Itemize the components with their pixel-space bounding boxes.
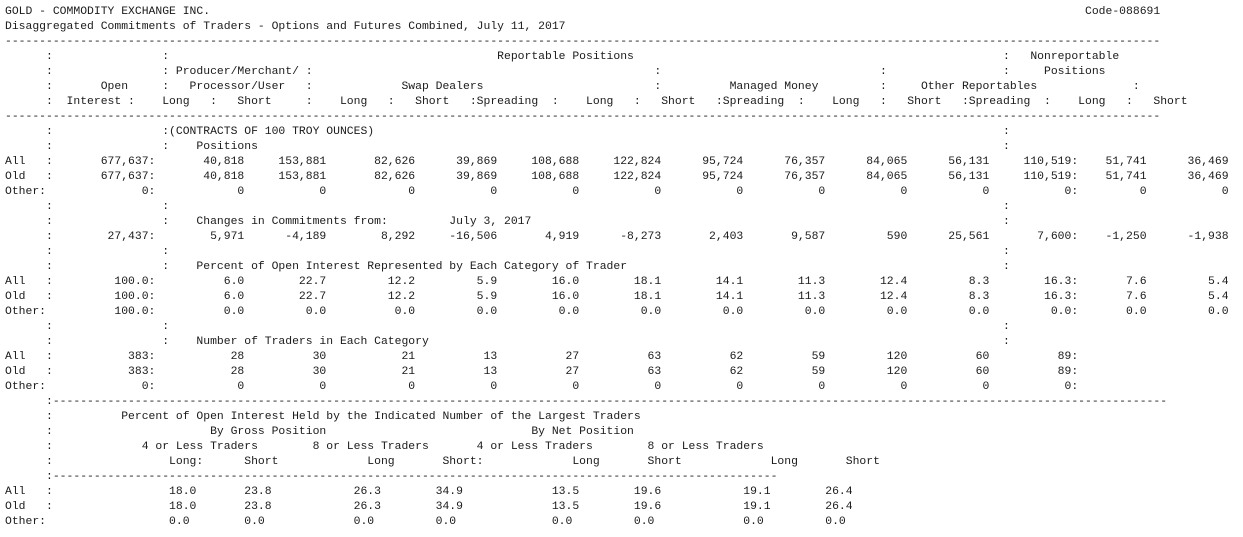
report-line: : : : — [5, 201, 1010, 213]
report-line: All : 677,637: 40,818 153,881 82,626 39,869 108,688 122,824 95,724 76,357 84,065 56,131 110,519: 51,741 36,469 — [5, 156, 1229, 168]
report-line: Old : 18.0 23.8 26.3 34.9 13.5 19.6 19.1 26.4 — [5, 501, 853, 513]
report-line: Old : 383: 28 30 21 13 27 63 62 59 120 60 89: — [5, 366, 1079, 378]
report-line: All : 383: 28 30 21 13 27 63 62 59 120 60 89: — [5, 351, 1079, 363]
report-line: Other: 0: 0 0 0 0 0 0 0 0 0 0 0: 0 0 — [5, 186, 1229, 198]
report-line: ------------------------------------------------------------------------------------------------------------------------------------------------------------------------- — [5, 36, 1161, 48]
report-line: : Long: Short Long Short: Long Short Long Short — [5, 456, 880, 468]
report-line: Old : 677,637: 40,818 153,881 82,626 39,869 108,688 122,824 95,724 76,357 84,065 56,131 110,519: 51,741 36,469 — [5, 171, 1229, 183]
report-line: :------------------------------------------------------------------------------------------------------------------------------------------------------------------- — [5, 396, 1168, 408]
report-line: : : Number of Traders in Each Category : — [5, 336, 1010, 348]
report-line: All : 18.0 23.8 26.3 34.9 13.5 19.6 19.1 26.4 — [5, 486, 853, 498]
report-line: Other: 0.0 0.0 0.0 0.0 0.0 0.0 0.0 0.0 — [5, 516, 846, 528]
report-line: Other: 100.0: 0.0 0.0 0.0 0.0 0.0 0.0 0.0 0.0 0.0 0.0 0.0: 0.0 0.0 — [5, 306, 1229, 318]
report-line: Disaggregated Commitments of Traders - Options and Futures Combined, July 11, 2017 — [5, 21, 566, 33]
report-line: : By Gross Position By Net Position — [5, 426, 634, 438]
report-line: Old : 100.0: 6.0 22.7 12.2 5.9 16.0 18.1 14.1 11.3 12.4 8.3 16.3: 7.6 5.4 — [5, 291, 1229, 303]
report-line: : :(CONTRACTS OF 100 TROY OUNCES) : — [5, 126, 1010, 138]
report-line: : : : — [5, 321, 1010, 333]
report-line: All : 100.0: 6.0 22.7 12.2 5.9 16.0 18.1 14.1 11.3 12.4 8.3 16.3: 7.6 5.4 — [5, 276, 1229, 288]
report-line: : Interest : Long : Short : Long : Short :Spreading : Long : Short :Spreading : Long : Short :Spreading : Long : Short — [5, 96, 1188, 108]
report-line: GOLD - COMMODITY EXCHANGE INC. Code-088691 — [5, 6, 1161, 18]
report-line: : : Changes in Commitments from: July 3, 2017 : — [5, 216, 1010, 228]
report-line: Other: 0: 0 0 0 0 0 0 0 0 0 0 0: — [5, 381, 1079, 393]
report-line: : 27,437: 5,971 -4,189 8,292 -16,506 4,919 -8,273 2,403 9,587 590 25,561 7,600: -1,250 -1,938 — [5, 231, 1229, 243]
cot-report — [5, 5, 1229, 530]
report-line: : Percent of Open Interest Held by the Indicated Number of the Largest Traders — [5, 411, 641, 423]
report-line: : : : — [5, 246, 1010, 258]
report-line: : : Reportable Positions : Nonreportable — [5, 51, 1120, 63]
report-line: :---------------------------------------------------------------------------------------------------------- — [5, 471, 778, 483]
report-line: ------------------------------------------------------------------------------------------------------------------------------------------------------------------------- — [5, 111, 1161, 123]
report-line: : : Positions : — [5, 141, 1010, 153]
report-line: : 4 or Less Traders 8 or Less Traders 4 or Less Traders 8 or Less Traders — [5, 441, 764, 453]
report-line: : : Percent of Open Interest Represented by Each Category of Trader : — [5, 261, 1010, 273]
report-line: : : Producer/Merchant/ : : : : Positions — [5, 66, 1106, 78]
report-line: : Open : Processor/User : Swap Dealers : Managed Money : Other Reportables : — [5, 81, 1140, 93]
